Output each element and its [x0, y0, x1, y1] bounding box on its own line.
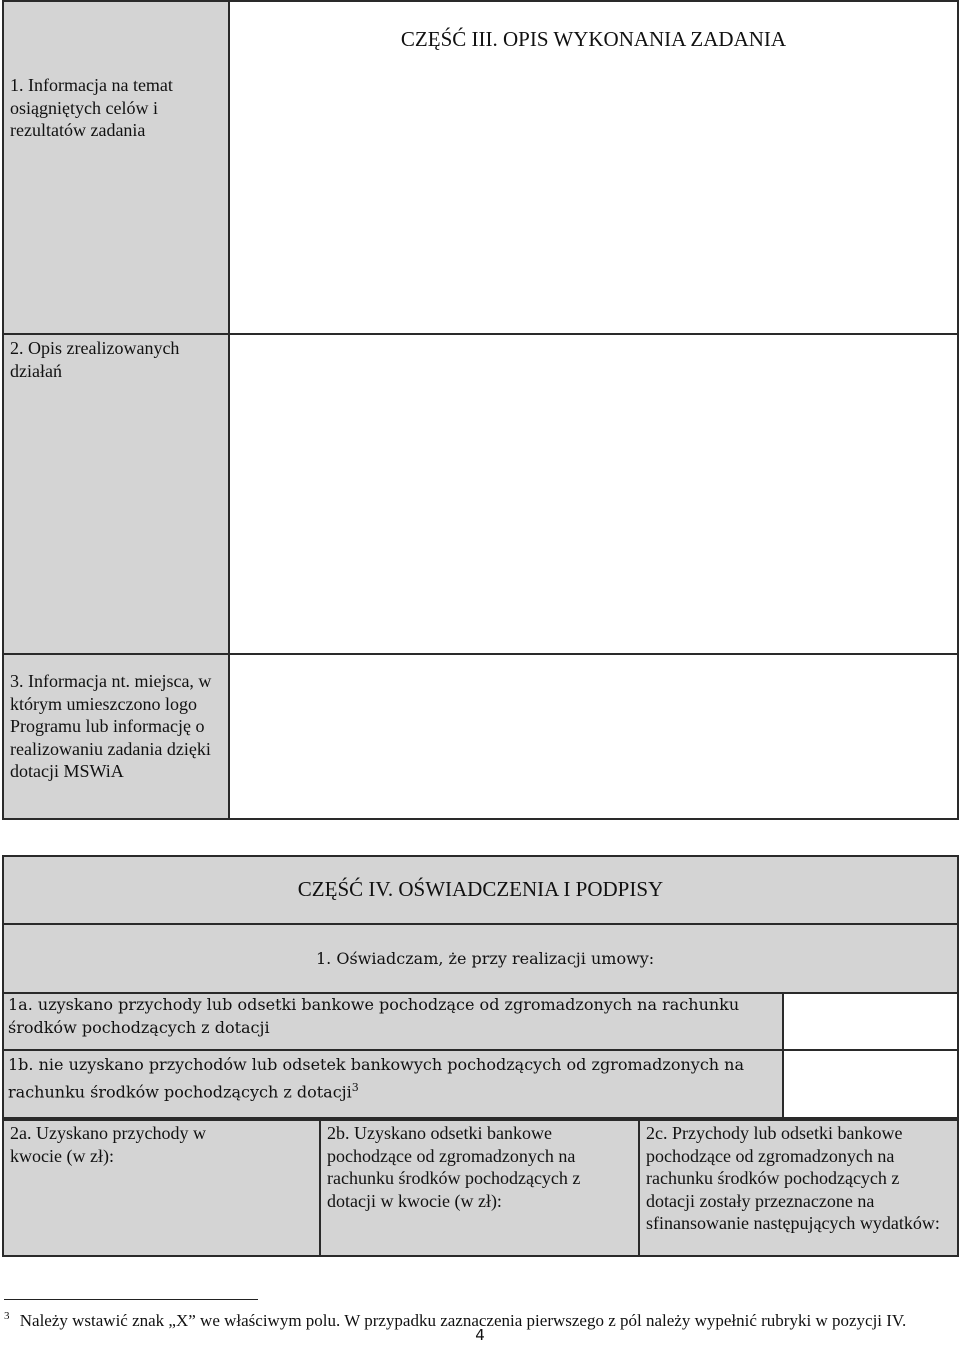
option-1b-text — [8, 1054, 778, 1103]
section-label-logo-info: 3. Informacja nt. miejsca, w którym umieszczono logo Programu lub informację o realizowaniu zadania dzięki dotacji MSWiA — [10, 671, 212, 781]
footnote-ref: 3 — [351, 1080, 359, 1094]
option-1b-checkbox[interactable] — [782, 1051, 959, 1119]
col-2a-text: 2a. Uzyskano przychody w kwocie (w zł): — [10, 1123, 206, 1166]
results-field[interactable] — [230, 62, 957, 333]
part3-title: CZĘŚĆ III. OPIS WYKONANIA ZADANIA — [400, 27, 787, 51]
option-1b-label: 1b. nie uzyskano przychodów lub odsetek bankowych pochodzących od zgromadzonych na rachunku środków pochodzących z dotacji — [8, 1055, 745, 1101]
footnote-text: Należy wstawić znak „X” we właściwym polu. W przypadku zaznaczenia pierwszego z pól należy wypełnić rubryki w pozycji IV. — [19, 1310, 907, 1330]
section-label-results: 1. Informacja na temat osiągniętych celów i rezultatów zadania — [10, 75, 173, 140]
page-number: 4 — [475, 1326, 485, 1344]
col-2b-text: 2b. Uzyskano odsetki bankowe pochodzące od zgromadzonych na rachunku środków pochodzących z dotacji w kwocie (w zł): — [327, 1123, 581, 1211]
footnote-mark: 3 — [4, 1310, 10, 1322]
statement-text: 1. Oświadczam, że przy realizacji umowy: — [316, 949, 655, 968]
col-2c-text: 2c. Przychody lub odsetki bankowe pochodzące od zgromadzonych na rachunku środków pochodzących z dotacji zostały przeznaczone na sfinansowanie następujących wydatków: — [646, 1123, 940, 1233]
option-1a-checkbox[interactable] — [782, 992, 959, 1051]
part4-title: CZĘŚĆ IV. OŚWIADCZENIA I PODPISY — [297, 877, 664, 901]
option-1a-text: 1a. uzyskano przychody lub odsetki bankowe pochodzące od zgromadzonych na rachunku środków pochodzących z dotacji — [8, 995, 740, 1037]
footnote-separator — [4, 1299, 258, 1300]
activities-field[interactable] — [230, 335, 957, 653]
section-label-activities: 2. Opis zrealizowanych działań — [10, 338, 180, 381]
column-divider — [319, 1121, 321, 1255]
column-divider — [638, 1121, 640, 1255]
logo-info-field[interactable] — [230, 655, 957, 818]
